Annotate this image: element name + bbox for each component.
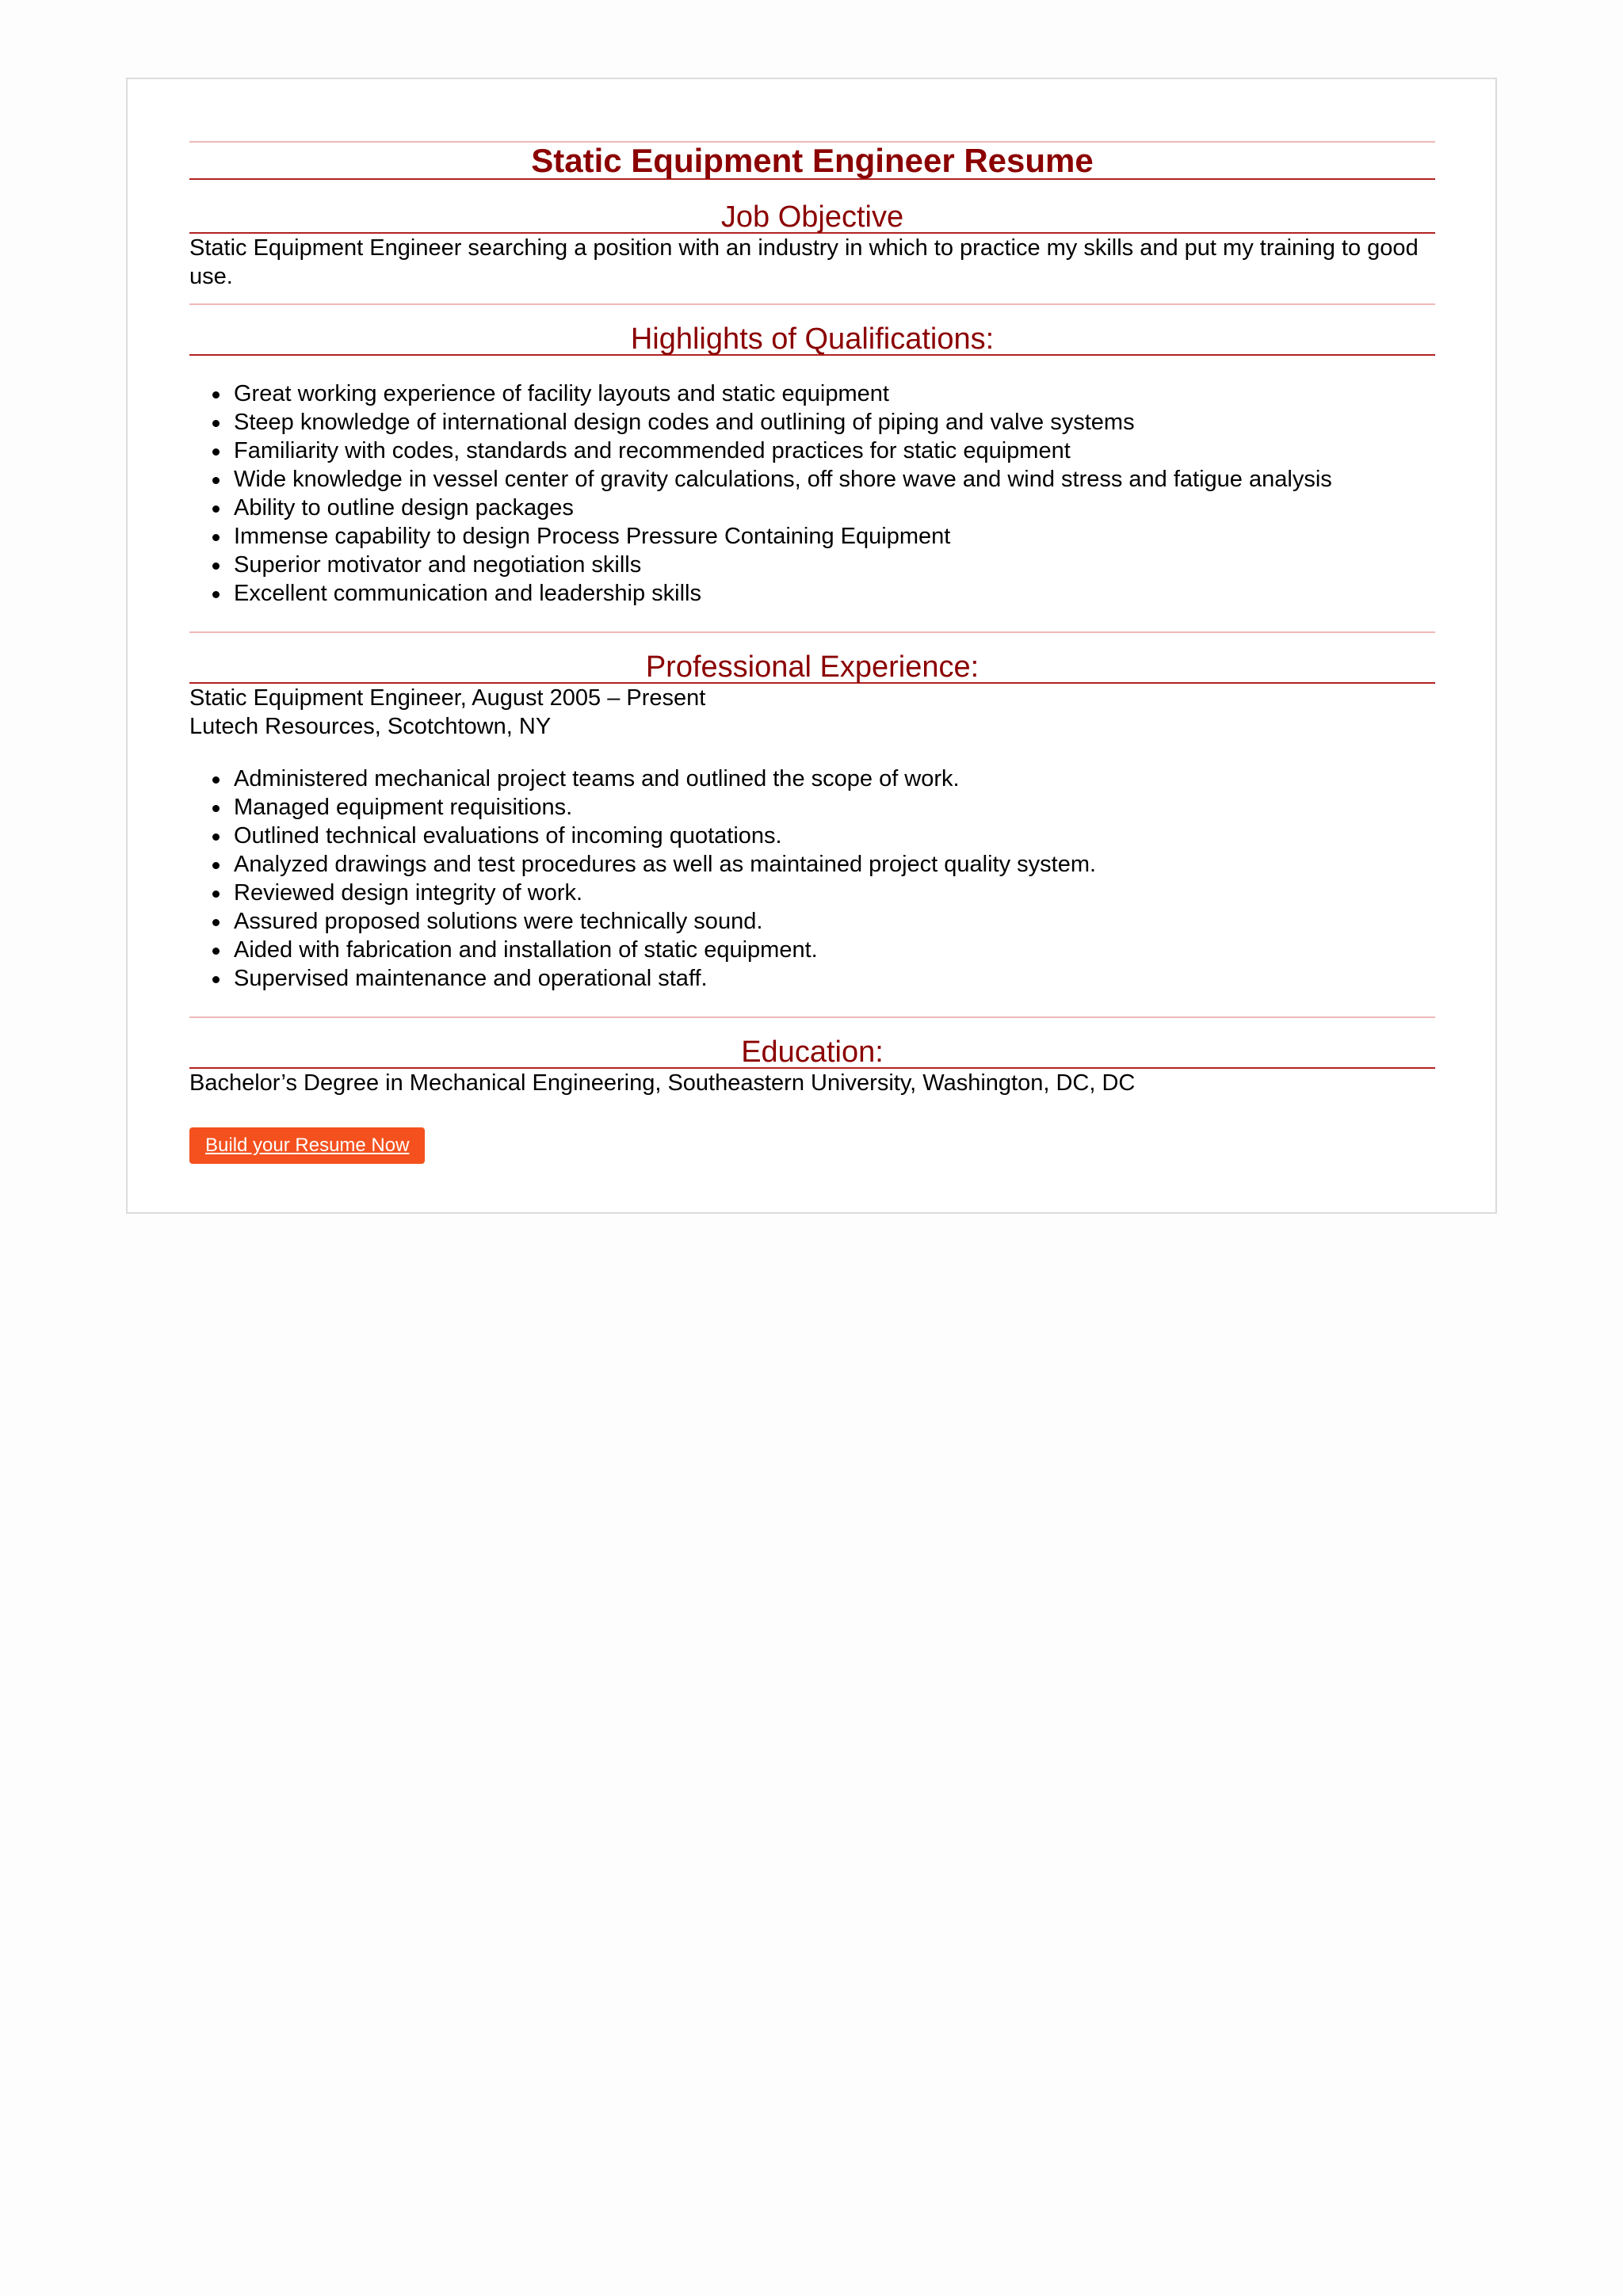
highlight-text: Steep knowledge of international design codes and outlining of piping and valve systems: [234, 410, 1135, 435]
experience-text: Supervised maintenance and operational staff.: [234, 966, 708, 991]
list-item: [234, 964, 1435, 993]
list-item: [234, 408, 1435, 437]
list-item: [234, 551, 1435, 579]
highlight-text: Great working experience of facility layouts and static equipment: [234, 381, 889, 406]
education-text: Bachelor’s Degree in Mechanical Engineering, Southeastern University, Washington, DC, DC: [189, 1070, 1136, 1096]
list-item: [234, 879, 1435, 907]
highlight-text: Immense capability to design Process Pressure Containing Equipment: [234, 524, 951, 549]
job-title-line: Static Equipment Engineer, August 2005 – Present: [189, 685, 706, 711]
experience-heading: Professional Experience:: [189, 652, 1435, 684]
highlight-text: Ability to outline design packages: [234, 495, 574, 521]
highlight-text: Superior motivator and negotiation skills: [234, 552, 642, 578]
bullet-icon: [212, 591, 220, 598]
bullet-icon: [212, 776, 220, 784]
education-heading: Education:: [189, 1037, 1435, 1069]
job-objective-heading: Job Objective: [189, 202, 1435, 234]
experience-text: Analyzed drawings and test procedures as well as maintained project quality system.: [234, 852, 1097, 877]
bullet-icon: [212, 862, 220, 869]
list-item: [234, 793, 1435, 822]
highlights-heading: Highlights of Qualifications:: [189, 324, 1435, 356]
resume-content: [189, 141, 1435, 1164]
experience-text: Administered mechanical project teams and outlined the scope of work.: [234, 766, 960, 791]
list-item: [234, 522, 1435, 551]
highlights-list: [189, 379, 1435, 608]
job-objective-text: Static Equipment Engineer searching a position with an industry in which to practice my skills and put my training to good use.: [189, 235, 1419, 289]
highlight-text: Excellent communication and leadership skills: [234, 581, 701, 606]
bullet-icon: [212, 505, 220, 513]
company-line: Lutech Resources, Scotchtown, NY: [189, 714, 552, 739]
bullet-icon: [212, 891, 220, 898]
bullet-icon: [212, 420, 220, 427]
list-item: [234, 579, 1435, 608]
bullet-icon: [212, 805, 220, 812]
experience-text: Reviewed design integrity of work.: [234, 880, 583, 906]
bullet-icon: [212, 563, 220, 570]
list-item: [234, 437, 1435, 465]
bullet-icon: [212, 919, 220, 926]
list-item: [234, 494, 1435, 522]
bullet-icon: [212, 976, 220, 983]
resume-title: Static Equipment Engineer Resume: [189, 143, 1435, 180]
build-resume-button[interactable]: Build your Resume Now: [189, 1127, 425, 1164]
bullet-icon: [212, 833, 220, 841]
resume-card: [126, 78, 1497, 1214]
experience-text: Outlined technical evaluations of incoming quotations.: [234, 823, 782, 849]
experience-text: Aided with fabrication and installation of static equipment.: [234, 937, 818, 963]
list-item: [234, 850, 1435, 879]
list-item: [234, 379, 1435, 408]
list-item: [234, 822, 1435, 850]
list-item: [234, 465, 1435, 494]
list-item: [234, 936, 1435, 964]
bullet-icon: [212, 948, 220, 955]
experience-text: Assured proposed solutions were technically sound.: [234, 909, 763, 934]
highlight-text: Wide knowledge in vessel center of gravity calculations, off shore wave and wind stress and fatigue analysis: [234, 467, 1332, 492]
experience-text: Managed equipment requisitions.: [234, 795, 573, 820]
experience-list: [189, 765, 1435, 993]
list-item: [234, 765, 1435, 793]
highlight-text: Familiarity with codes, standards and recommended practices for static equipment: [234, 438, 1071, 463]
list-item: [234, 907, 1435, 936]
bullet-icon: [212, 391, 220, 399]
bullet-icon: [212, 477, 220, 484]
bullet-icon: [212, 534, 220, 541]
bullet-icon: [212, 448, 220, 456]
